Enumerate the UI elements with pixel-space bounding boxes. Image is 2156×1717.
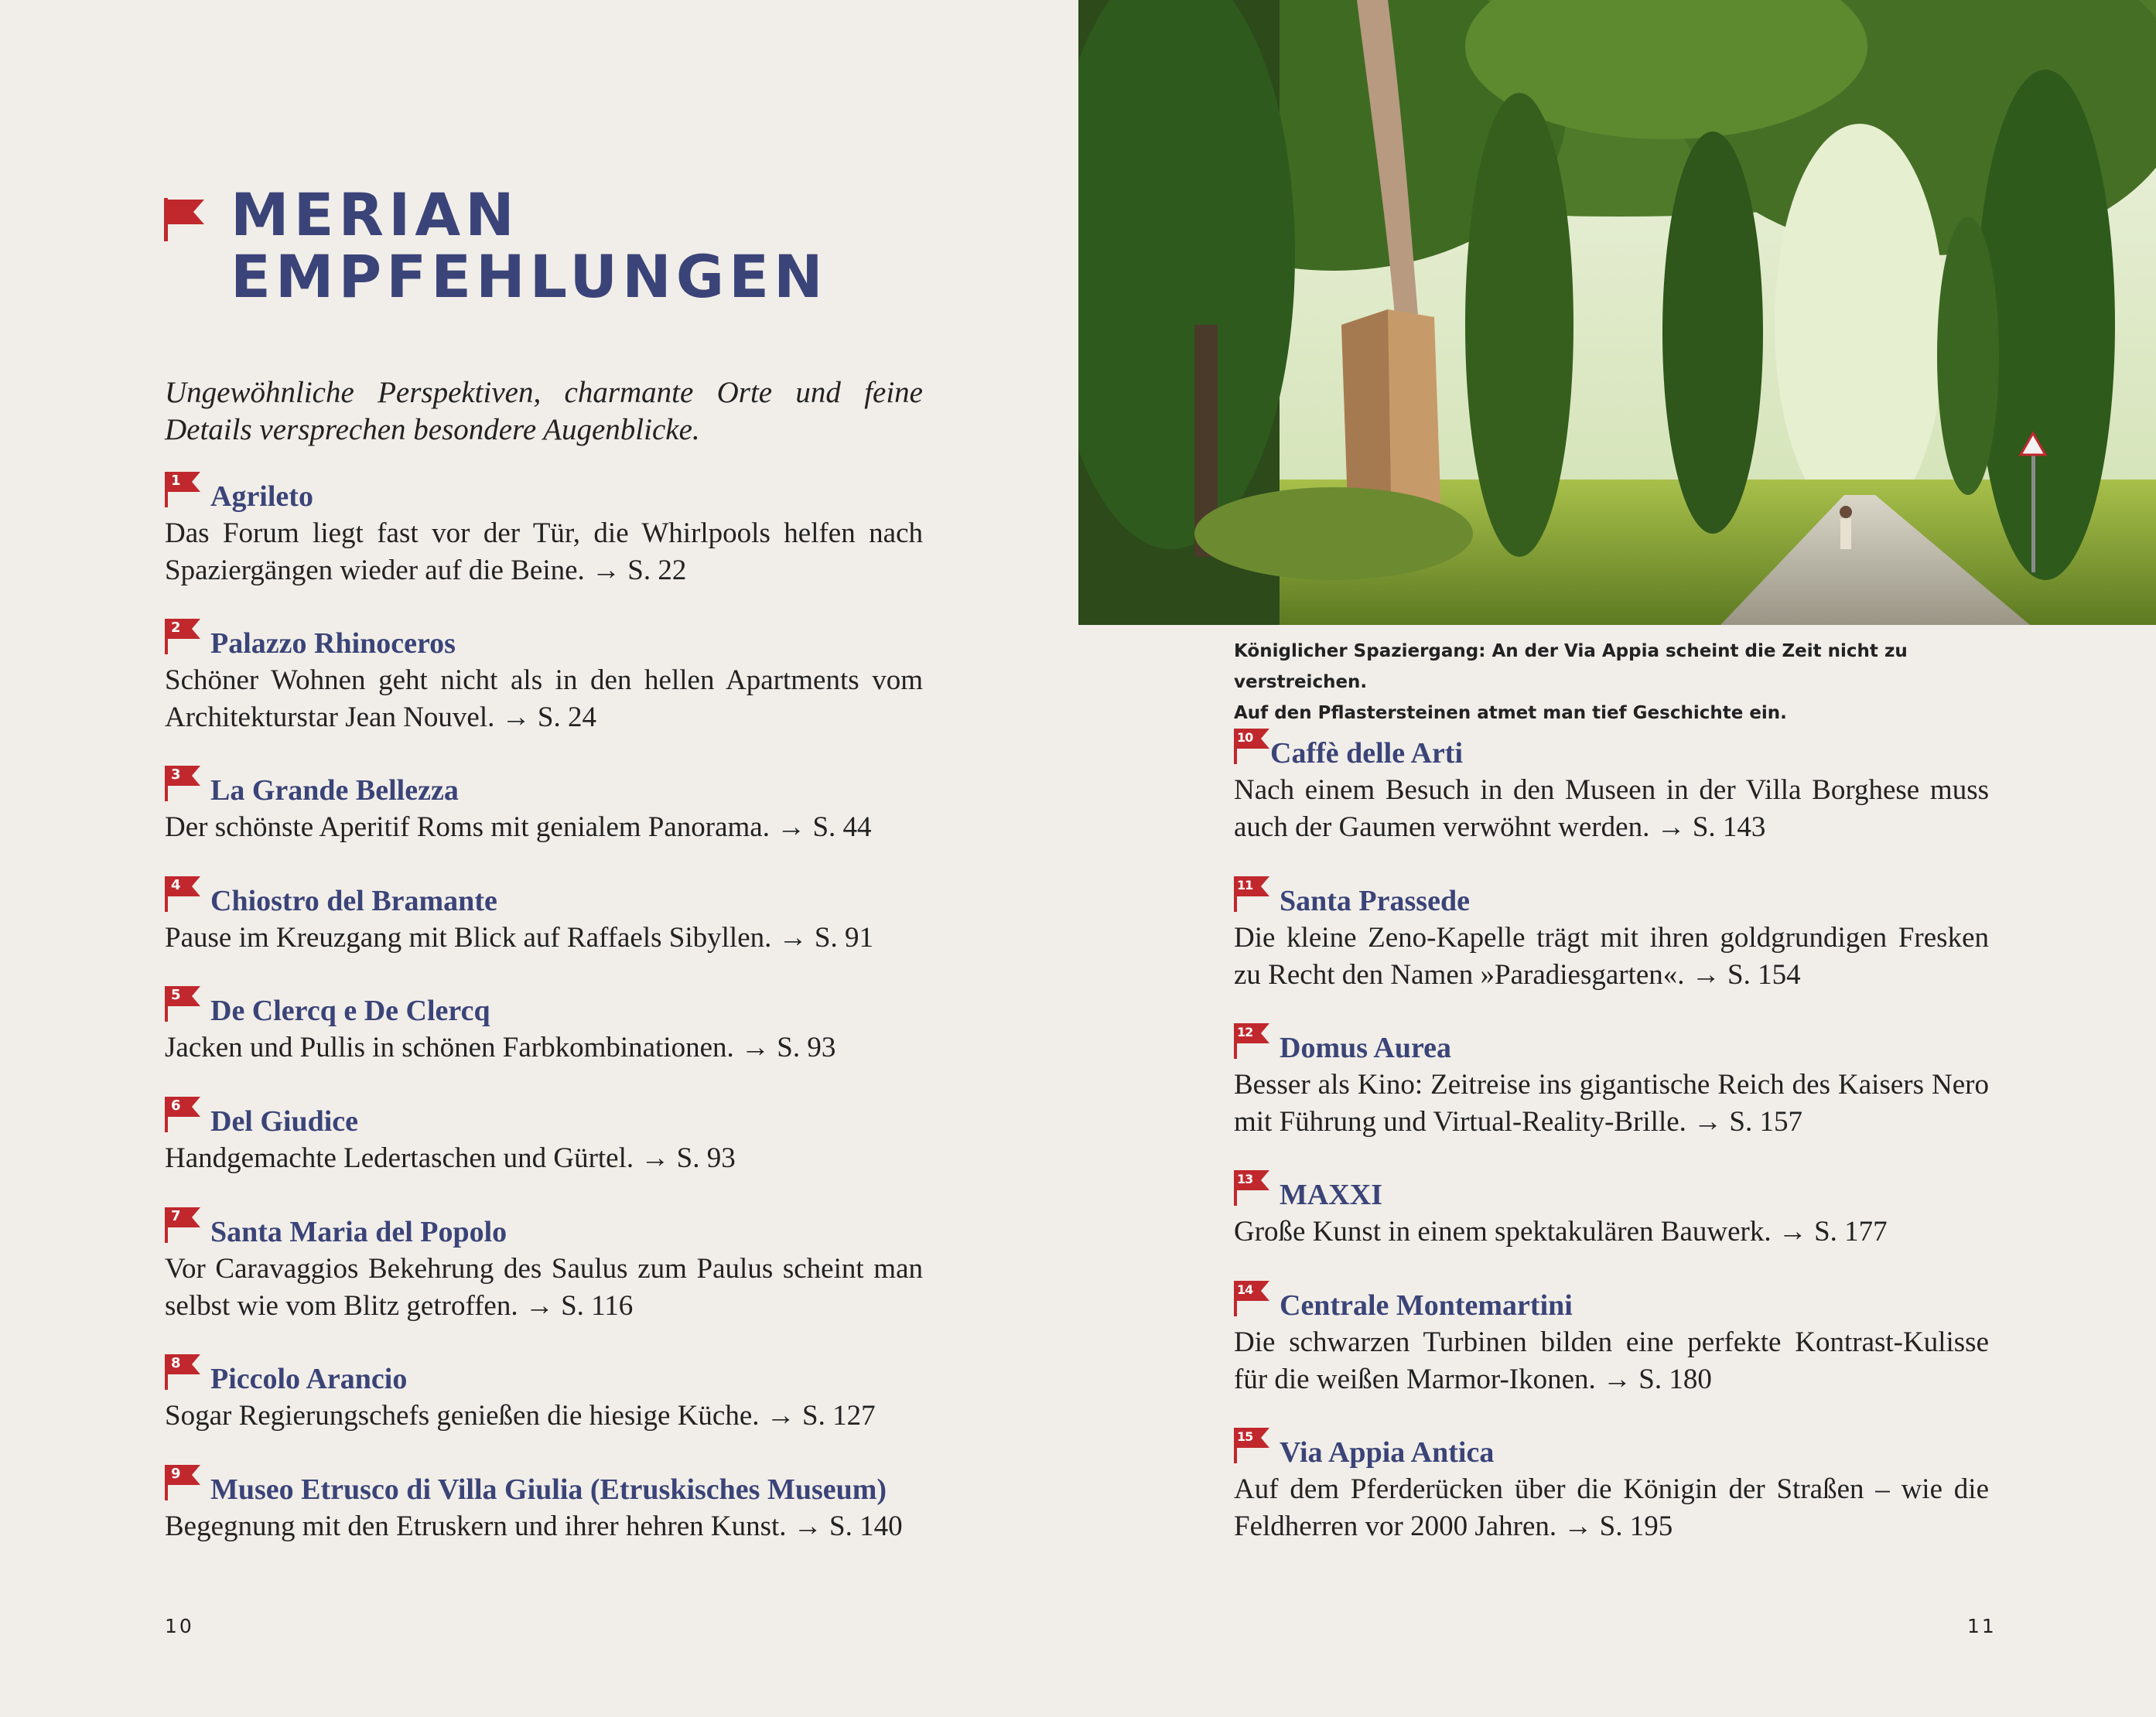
numbered-flag-icon: 5 [165,986,200,1022]
numbered-flag-icon: 13 [1234,1170,1269,1206]
recommendation-title: Santa Maria del Popolo [210,1216,507,1248]
numbered-flag-icon: 10 [1234,729,1269,764]
recommendation-text: Die kleine Zeno-Kapelle trägt mit ihren goldgrundigen Fresken zu Recht den Namen »Paradiesgarten«. → S. 154 [1234,922,1989,991]
recommendation-text: Die schwarzen Turbinen bilden eine perfekte Kontrast-Kulisse für die weißen Marmor-Ikonen. → S. 180 [1234,1326,1989,1395]
recommendation-title: Centrale Montemartini [1280,1289,1573,1322]
recommendation-title: Agrileto [210,480,313,513]
numbered-flag-icon: 15 [1234,1428,1269,1463]
recommendation-title: La Grande Bellezza [210,774,459,807]
flag-icon [164,198,204,241]
recommendation-13 [1234,1170,1989,1251]
recommendation-1 [165,472,923,589]
photo-caption [1234,636,2007,729]
recommendation-text: Nach einem Besuch in den Museen in der Villa Borghese muss auch der Gaumen verwöhnt werden. → S. 143 [1234,774,1989,843]
recommendation-title: Via Appia Antica [1280,1436,1495,1469]
recommendation-9 [165,1465,923,1545]
numbered-flag-icon: 3 [165,766,200,801]
page-number-right: 11 [1967,1615,1997,1637]
recommendation-title: Museo Etrusco di Villa Giulia (Etruskisches Museum) [210,1473,887,1506]
title-line-2: EMPFEHLUNGEN [231,242,828,311]
recommendation-text: Pause im Kreuzgang mit Blick auf Raffaels Sibyllen. → S. 91 [165,922,873,954]
page-number-left: 10 [165,1615,194,1637]
recommendation-text: Das Forum liegt fast vor der Tür, die Whirlpools helfen nach Spaziergängen wieder auf die Beine. → S. 22 [165,517,923,586]
caption-line-1: Königlicher Spaziergang: An der Via Appia scheint die Zeit nicht zu verstreichen. [1234,641,1908,692]
intro-text: Ungewöhnliche Perspektiven, charmante Orte und feine Details versprechen besondere Augenblicke. [165,376,923,446]
via-appia-photo [1078,0,2156,625]
recommendation-11 [1234,876,1989,994]
recommendation-text: Handgemachte Ledertaschen und Gürtel. → S. 93 [165,1142,736,1174]
recommendation-title: Del Giudice [210,1105,359,1138]
recommendation-title: MAXXI [1280,1179,1382,1211]
recommendation-text: Vor Caravaggios Bekehrung des Saulus zum Paulus scheint man selbst wie vom Blitz getroffen. → S. 116 [165,1253,923,1322]
recommendation-title: Domus Aurea [1280,1032,1452,1064]
recommendation-14 [1234,1281,1989,1398]
numbered-flag-icon: 9 [165,1465,200,1500]
recommendation-text: Schöner Wohnen geht nicht als in den hellen Apartments vom Architekturstar Jean Nouvel. → S. 24 [165,664,923,733]
recommendation-text: Der schönste Aperitif Roms mit genialem Panorama. → S. 44 [165,811,872,843]
recommendation-2 [165,619,923,736]
recommendation-3 [165,766,923,846]
recommendation-12 [1234,1023,1989,1141]
numbered-flag-icon: 2 [165,619,200,654]
recommendation-8 [165,1354,923,1435]
recommendation-4 [165,876,923,957]
recommendation-title: Santa Prassede [1280,885,1470,917]
title-line-1: MERIAN [231,180,519,249]
recommendation-7 [165,1207,923,1325]
recommendation-title: Palazzo Rhinoceros [210,627,456,660]
recommendation-text: Besser als Kino: Zeitreise ins gigantische Reich des Kaisers Nero mit Führung und Virtual-Reality-Brille. → S. 157 [1234,1069,1989,1138]
recommendation-5 [165,986,923,1067]
right-page [1078,0,2156,1717]
numbered-flag-icon: 14 [1234,1281,1269,1316]
recommendation-text: Große Kunst in einem spektakulären Bauwerk. → S. 177 [1234,1216,1888,1248]
recommendation-text: Jacken und Pullis in schönen Farbkombinationen. → S. 93 [165,1032,836,1063]
numbered-flag-icon: 4 [165,876,200,912]
page-title [231,180,828,311]
numbered-flag-icon: 1 [165,472,200,507]
recommendation-text: Begegnung mit den Etruskern und ihrer hehren Kunst. → S. 140 [165,1510,903,1542]
numbered-flag-icon: 6 [165,1097,200,1132]
recommendation-10 [1234,729,1989,846]
recommendation-6 [165,1097,923,1177]
numbered-flag-icon: 11 [1234,876,1269,912]
numbered-flag-icon: 8 [165,1354,200,1390]
recommendation-title: De Clercq e De Clercq [210,995,490,1027]
recommendation-title: Piccolo Arancio [210,1363,408,1395]
numbered-flag-icon: 12 [1234,1023,1269,1059]
recommendation-text: Auf dem Pferderücken über die Königin der Straßen – wie die Feldherren vor 2000 Jahren. → S. 195 [1234,1473,1989,1542]
recommendation-title: Caffè delle Arti [1270,737,1464,770]
recommendation-15 [1234,1428,1989,1545]
recommendation-text: Sogar Regierungschefs genießen die hiesige Küche. → S. 127 [165,1400,876,1432]
recommendation-title: Chiostro del Bramante [210,885,497,917]
caption-line-2: Auf den Pflastersteinen atmet man tief Geschichte ein. [1234,703,1787,723]
numbered-flag-icon: 7 [165,1207,200,1243]
